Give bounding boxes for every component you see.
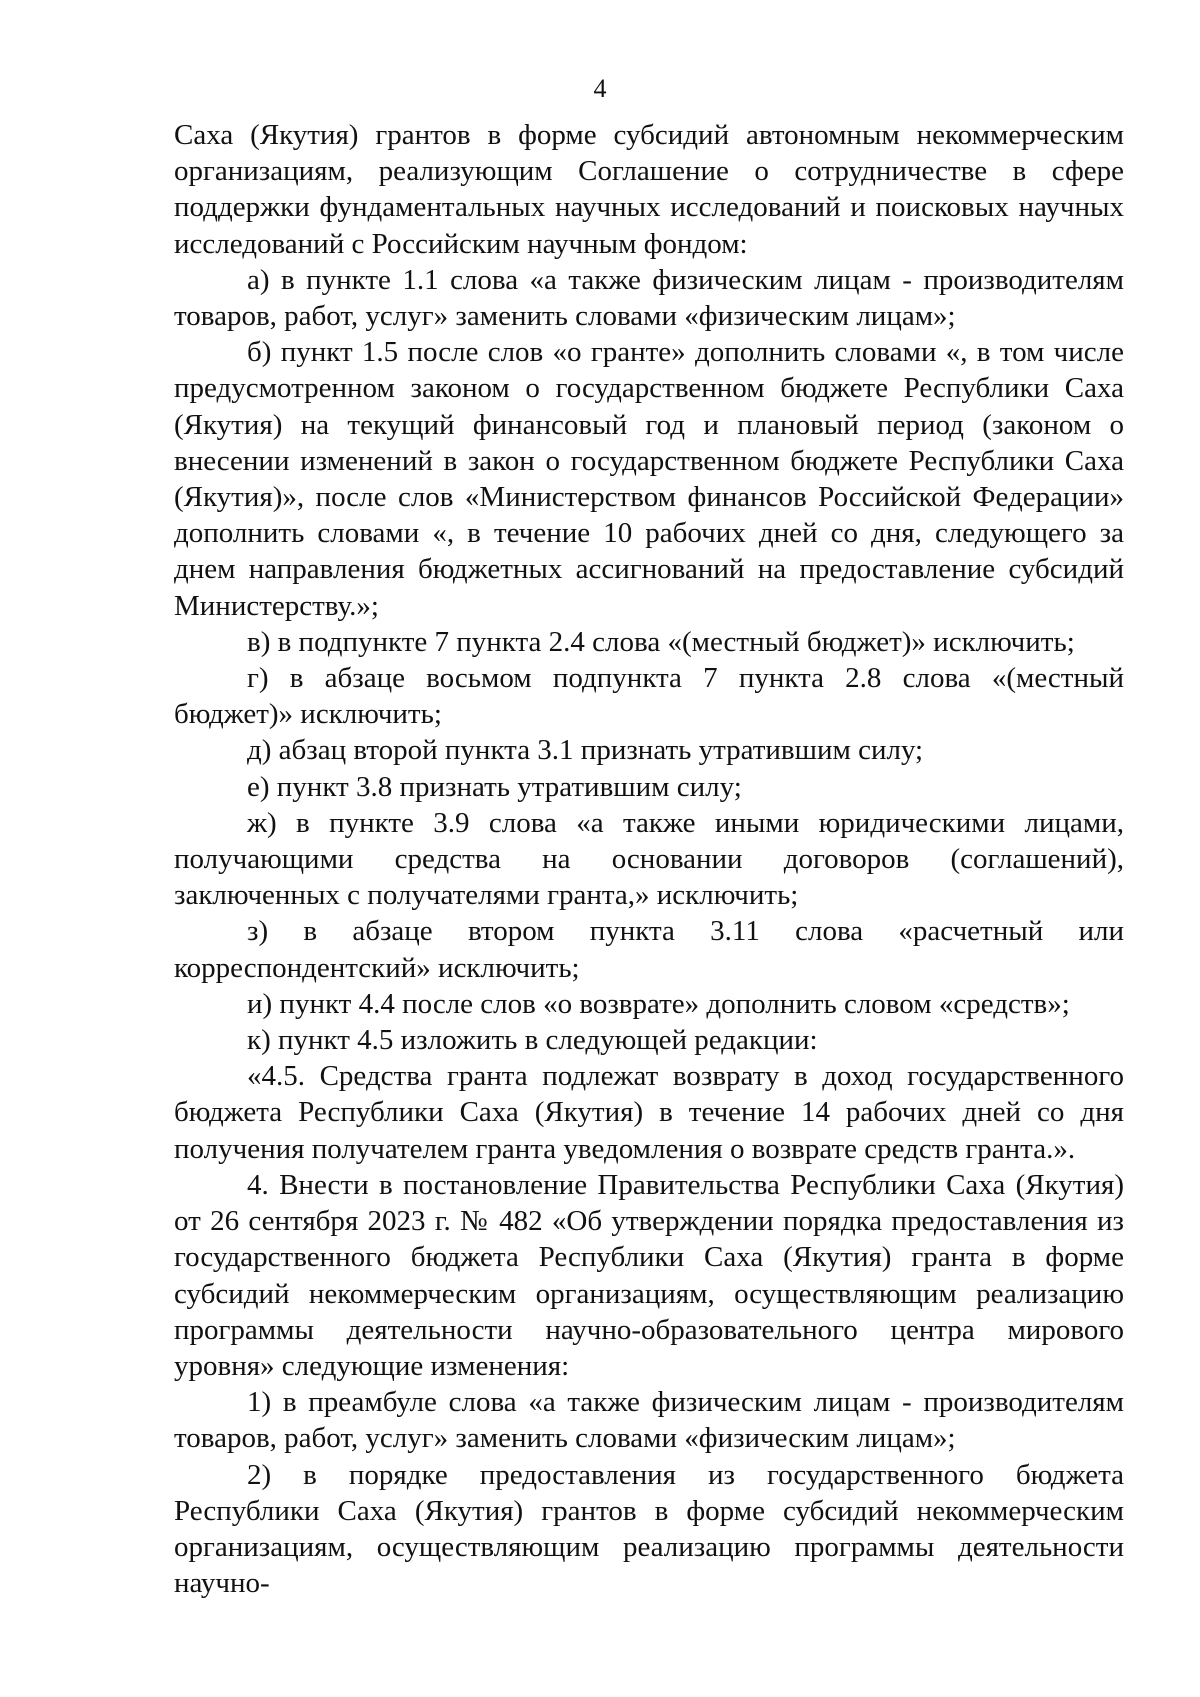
paragraph-subitem-1: 1) в преамбуле слова «а также физическим лицам - производителям товаров, работ, услуг» заменить словами «физическим лицам»; [174,1386,1124,1455]
paragraph-item-v: в) в подпункте 7 пункта 2.4 слова «(местный бюджет)» исключить; [247,625,1075,658]
paragraph-item-k: к) пункт 4.5 изложить в следующей редакции: [247,1024,818,1057]
document-body [174,117,1124,1601]
paragraph-section-4: 4. Внести в постановление Правительства Республики Саха (Якутия) от 26 сентября 2023 г. № 482 «Об утверждении порядка предоставления из государственного бюджета Республики Саха (Якутия) гранта в форме субсидий некоммерческим организациям, осуществляющим реализацию программы деятельности научно-образовательного центра мирового уровня» следующие изменения: [174,1168,1124,1382]
paragraph-item-d: д) абзац второй пункта 3.1 признать утратившим силу; [247,734,924,767]
paragraph-item-zh: ж) в пункте 3.9 слова «а также иными юридическими лицами, получающими средства на основании договоров (соглашений), заключенных с получателями гранта,» исключить; [174,806,1124,912]
paragraph-item-e: е) пункт 3.8 признать утратившим силу; [247,770,742,803]
paragraph-item-i: и) пункт 4.4 после слов «о возврате» дополнить словом «средств»; [247,987,1070,1020]
paragraph-item-z: з) в абзаце втором пункта 3.11 слова «расчетный или корреспондентский» исключить; [174,915,1124,984]
paragraph-item-a: а) в пункте 1.1 слова «а также физическим лицам - производителям товаров, работ, услуг» заменить словами «физическим лицам»; [174,263,1124,333]
paragraph-quote-4-5: «4.5. Средства гранта подлежат возврату в доход государственного бюджета Республики Саха (Якутия) в течение 14 рабочих дней со дня получения получателем гранта уведомления о возврате средств гранта.». [174,1060,1124,1165]
paragraph-continuation: Саха (Якутия) грантов в форме субсидий автономным некоммерческим организациям, реализующим Соглашение о сотрудничестве в сфере поддержки фундаментальных научных исследований и поисковых научных исследований с Российским научным фондом: [174,119,1124,260]
paragraph-subitem-2: 2) в порядке предоставления из государственного бюджета Республики Саха (Якутия) грантов в форме субсидий некоммерческим организациям, осуществляющим реализацию программы деятельности научно- [174,1458,1124,1600]
paragraph-item-b: б) пункт 1.5 после слов «о гранте» дополнить словами «, в том числе предусмотренном законом о государственном бюджете Республики Саха (Якутия) на текущий финансовый год и плановый период (законом о внесении изменений в закон о государственном бюджете Республики Саха (Якутия)», после слов «Министерством финансов Российской Федерации» дополнить словами «, в течение 10 рабочих дней со дня, следующего за днем направления бюджетных ассигнований на предоставление субсидий Министерству.»; [174,336,1124,622]
page-number: 4 [593,74,607,103]
paragraph-item-g: г) в абзаце восьмом подпункта 7 пункта 2.8 слова «(местный бюджет)» исключить; [174,662,1124,731]
